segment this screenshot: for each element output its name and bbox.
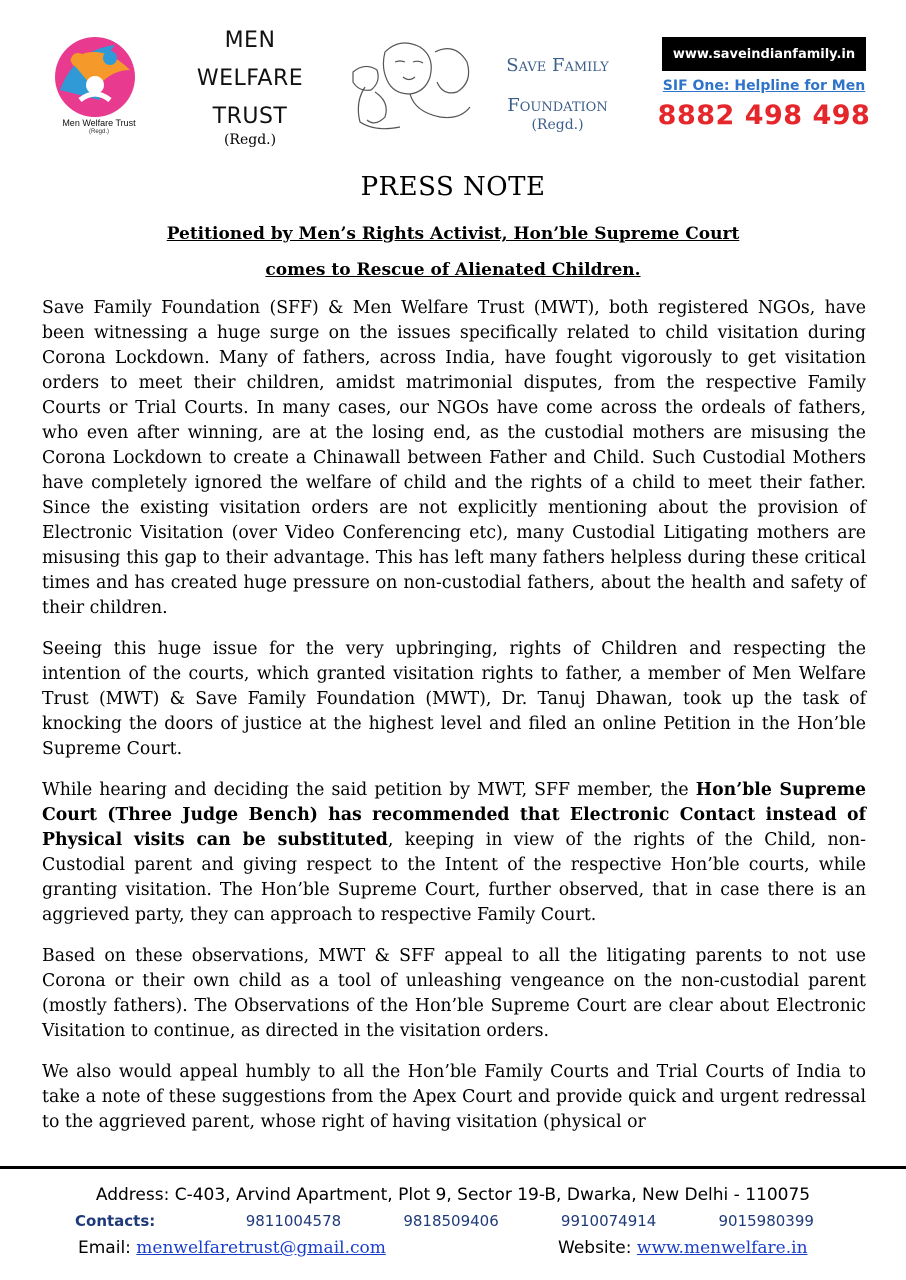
paragraph: We also would appeal humbly to all the Hon’ble Family Courts and Trial Courts of India to take a note of these suggestions from the Apex Court and provide quick and urgent redressal to the aggrieved parent, whose right of having visitation (physical or: [42, 1062, 866, 1132]
footer-address: Address: C-403, Arvind Apartment, Plot 9, Sector 19-B, Dwarka, New Delhi - 110075: [95, 1185, 811, 1205]
headline-line2: comes to Rescue of Alienated Children.: [265, 260, 641, 280]
website-row: [558, 1238, 808, 1258]
page-title: PRESS NOTE: [360, 172, 546, 202]
mwt-title: [180, 22, 320, 136]
helpline-label[interactable]: SIF One: Helpline for Men: [662, 78, 866, 94]
contacts-label: Contacts:: [75, 1212, 156, 1230]
family-sketch-icon: [345, 32, 480, 137]
contact-number: 9910074914: [560, 1212, 657, 1230]
mwt-logo-sub: (Regd.): [88, 129, 109, 135]
paragraph-text: While hearing and deciding the said petition by MWT, SFF member, the: [42, 780, 696, 800]
headline-line1: Petitioned by Men’s Rights Activist, Hon’ble Supreme Court: [166, 224, 740, 244]
paragraph: Based on these observations, MWT & SFF appeal to all the litigating parents to not use Corona or their own child as a tool of unleashing vengeance on the non-custodial parent (mostly fathers). The Observations of the Hon’ble Supreme Court are clear about Electronic Visitation to continue, as directed in the visitation orders.: [42, 946, 866, 1041]
paragraph: Seeing this huge issue for the very upbringing, rights of Children and respecting the intention of the courts, which granted visitation rights to father, a member of Men Welfare Trust (MWT) & Save Family Foundation (MWT), Dr. Tanuj Dhawan, took up the task of knocking the doors of justice at the highest level and filed an online Petition in the Hon’ble Supreme Court.: [42, 639, 866, 759]
paragraph-text: , keeping in view of the rights of the Child, non-Custodial parent and giving respect to the Intent of the respective Hon’ble courts, while granting visitation. The Hon’ble Supreme Court, further observed, that in case there is an aggrieved party, they can approach to respective Family Court.: [42, 830, 867, 925]
paragraph: Save Family Foundation (SFF) & Men Welfare Trust (MWT), both registered NGOs, have been witnessing a huge surge on the issues specifically related to child visitation during Corona Lockdown. Many of fathers, across India, have fought vigorously to get visitation orders to meet their children, amidst matrimonial disputes, from the respective Family Courts or Trial Courts. In many cases, our NGOs have come across the ordeals of fathers, who even after winning, are at the losing end, as the custodial mothers are misusing the Corona Lockdown to create a Chinawall between Father and Child. Such Custodial Mothers have completely ignored the welfare of child and the rights of a child to meet their father. Since the existing visitation orders are not explicitly mentioning about the provision of Electronic Visitation (over Video Conferencing etc), many Custodial Litigating mothers are misusing this gap to their advantage. This has left many fathers helpless during these critical times and has created huge pressure on non-custodial fathers, about the health and safety of their children.: [42, 298, 866, 618]
paragraph-emphasis: Hon’ble Supreme Court (Three Judge Bench) has recommended that Electronic Contact instead of Physical visits can be substituted: [42, 780, 867, 850]
mwt-title-line1: MEN: [224, 28, 276, 53]
website-label: Website:: [558, 1238, 637, 1258]
mwt-logo-caption: Men Welfare Trust: [62, 118, 136, 128]
email-link[interactable]: menwelfaretrust@gmail.com: [136, 1238, 386, 1258]
helpline-number: 8882 498 498: [657, 100, 871, 131]
email-row: [78, 1238, 386, 1258]
sff-title-line1: Save Family: [506, 55, 609, 76]
contact-number: 9015980399: [718, 1212, 814, 1230]
contacts-row: [75, 1212, 845, 1230]
sff-title: [490, 46, 625, 126]
footer-divider: [0, 1166, 906, 1169]
sff-regd: (Regd.): [531, 117, 584, 133]
mwt-title-line3: TRUST: [212, 104, 288, 129]
mwt-regd: (Regd.): [223, 132, 277, 148]
mwt-title-line2: WELFARE: [196, 66, 304, 91]
contact-number: 9818509406: [403, 1212, 499, 1230]
website-badge[interactable]: www.saveindianfamily.in: [662, 37, 866, 71]
contact-number: 9811004578: [245, 1212, 342, 1230]
website-link[interactable]: www.menwelfare.in: [636, 1238, 808, 1258]
paragraph: [42, 778, 866, 928]
sff-title-line2: Foundation: [507, 95, 608, 116]
press-note-body: [42, 296, 866, 1151]
email-label: Email:: [78, 1238, 137, 1258]
